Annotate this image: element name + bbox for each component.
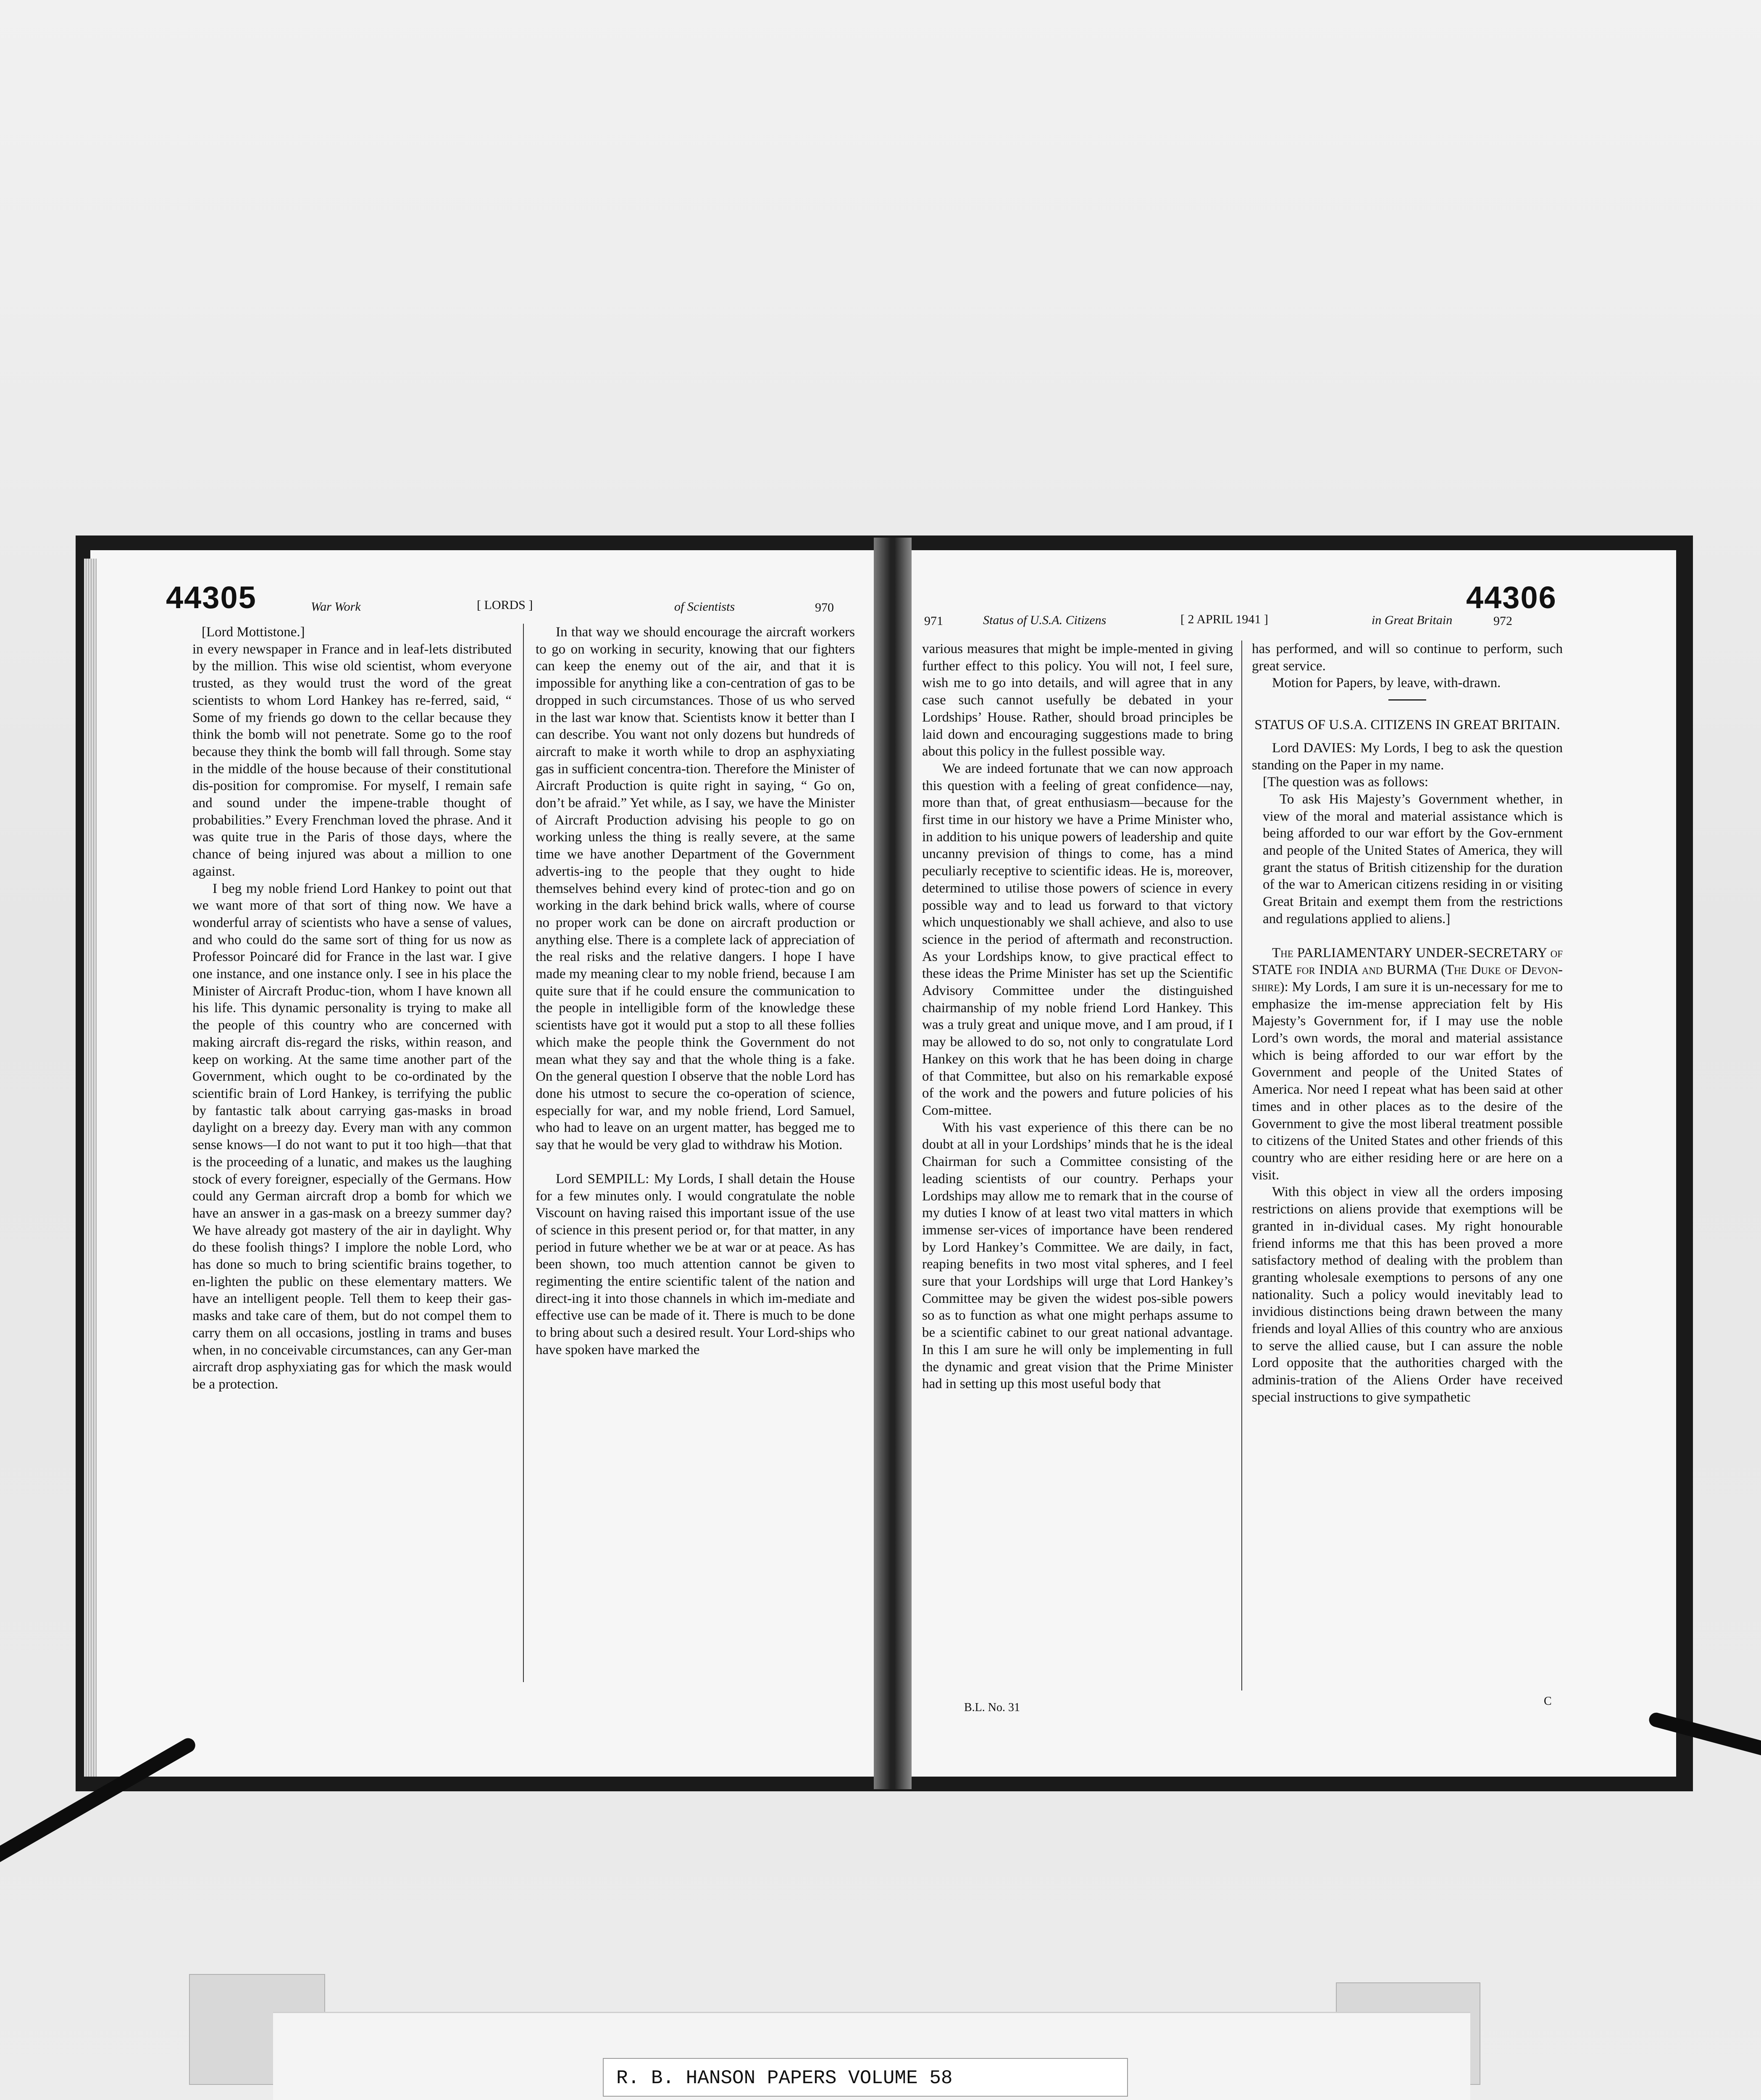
paragraph: With this object in view all the orders imposing restrictions on aliens provide that exemptions will be granted in in-dividual cases. My right honourable friend informs me that this has been proved a more satisfactory method of dealing with the problem than granting wholesale exemptions to persons of any one nationality. Such a policy would inevitably lead to invidious distinctions being drawn between the many friends and loyal Allies of this country who are anxious to serve the allied cause, but I can assure the noble Lord opposite that the authorities charged with the adminis-tration of the Aliens Order have received special instructions to give sympathetic xyxy=(1252,1184,1563,1405)
column-divider xyxy=(523,624,524,1682)
right-column-number-right: 972 xyxy=(1493,614,1512,628)
footer-gathering-mark: C xyxy=(1544,1695,1552,1708)
paragraph: various measures that might be imple-mented in giving further effect to this policy. You will not, I feel sure, wish me to go into details, and will agree that in any case such cannot usefully be debated in your Lordships’ House. Rather, should broad principles be laid down and encouraging suggestions made to bring about this policy in the fullest possible way. xyxy=(922,641,1233,759)
left-column-1 xyxy=(192,624,512,1393)
left-column-number: 970 xyxy=(815,601,834,614)
left-running-head-right: of Scientists xyxy=(674,600,735,614)
paragraph: I beg my noble friend Lord Hankey to point out that we want more of that sort of thing now. We have a wonderful array of scientists who have a sense of values, and who could do the same sort of thing for us now as Professor Poincaré did for France in the last war. I give one instance, and one instance only. I see in his place the Minister of Aircraft Produc-tion, whom I have known all his life. This dynamic personality is trying to make all the people of this country who are concerned with making aircraft dis-regard the risks, within reason, and keep on working. At the same time another part of the Government, which ought to be co-ordinated by the scientific brain of Lord Hankey, is terrifying the public by fantastic talk about carrying gas-masks in broad daylight on a breezy day. Every man with any common sense knows—I do not want to put it too high—that that is the proceeding of a lunatic, and makes us the laughing stock of every foreigner, especially of the Germans. How could any German aircraft drop a bomb for which we have an answer in a gas-mask on a breezy summer day? We have already got mastery of the air in daylight. Why do these foolish things? I implore the noble Lord, who has done so much to bring scientific brains together, to en-lighten the public on these elementary matters. We have an intelligent people. Tell them to keep their gas-masks and take care of them, but do not compel them to carry them on all occasions, jostling in trams and buses when, in no conceivable circumstances, can any Ger-man aircraft drop asphyxiating gas for which the mask would be a protection. xyxy=(192,881,512,1392)
right-column-2 xyxy=(1252,640,1563,1406)
question-text: To ask His Majesty’s Government whether, in view of the moral and material assistance which is being afforded to our war effort by the Gov-ernment and people of the United States of America, they will grant the status of British citizenship for the duration of the war to American citizens residing in or visiting Great Britain and exempt them from the restrictions and regulations applied to aliens.] xyxy=(1263,791,1563,927)
question-intro: [The question was as follows: xyxy=(1263,774,1429,790)
left-running-head-center: [ LORDS ] xyxy=(477,598,533,612)
section-heading: STATUS OF U.S.A. CITIZENS IN GREAT BRITAIN. xyxy=(1254,717,1560,733)
paragraph: in every newspaper in France and in leaf-lets distributed by the million. This wise old scientist, whom everyone trusted, as they would trust the word of the great scientists to whom Lord Hankey has re-ferred, said, “ Some of my friends go down to the cellar because they think the bomb will not penetrate. Some go to the roof because they think the bomb will fall through. Some stay in the middle of the house because of their constitutional dis-position for compromise. For myself, I remain safe and sound under the impene-trable thought of probabilities.” Every Frenchman loved the phrase. And it was quite true in the Paris of those days, where the chance of being injured was about a million to one against. xyxy=(192,641,512,879)
left-running-head-left: War Work xyxy=(311,600,361,614)
left-page xyxy=(90,550,884,1777)
right-running-head-right: in Great Britain xyxy=(1372,613,1453,627)
section-rule xyxy=(1388,699,1426,701)
speaker-attribution: [Lord Mottistone.] xyxy=(202,625,305,640)
right-page-number-stamp: 44306 xyxy=(1466,580,1557,615)
column-divider xyxy=(1241,640,1242,1690)
right-page xyxy=(903,550,1676,1777)
paragraph: In that way we should encourage the aircraft workers to go on working in security, knowing that our fighters can keep the enemy out of the air, and that it is impossible for anything like a con-centration of gas to be dropped in such circumstances. Those of us who served in the last war know that. Scientists know it better than I can describe. You want not only dozens but hundreds of aircraft to make it worth while to drop an asphyxiating gas in sufficient concentra-tion. Therefore the Minister of Aircraft Production is quite right in saying, “ Go on, don’t be afraid.” Yet while, as I say, we have the Minister of Aircraft Production advising his people to go on working unless the thing is really severe, at the same time we have another Department of the Government advertis-ing to the people that they ought to hide themselves behind every kind of protec-tion and go on working in the dark behind brick walls, where of course no proper work can be done on aircraft production or anything else. There is a complete lack of appreciation of the real risks and the relative dangers. I hope I have made my meaning clear to my noble friend, because I am quite sure that if he could ensure the communication to the people in intelligible form of the knowledge these scientists have got it would put a stop to all these follies which make the people think the Government do not mean what they say and that the whole thing is a fake. On the general question I observe that the noble Lord has done his utmost to secure the co-operation of science, especially for war, and my noble friend, Lord Samuel, who had to leave on an urgent matter, has begged me to say that he would be very glad to withdraw his Motion. xyxy=(536,625,855,1153)
right-column-1 xyxy=(922,640,1233,1393)
speaker-label: The PARLIAMENTARY UNDER-SECRETARY of STATE for INDIA and BURMA (The Duke of Devon-shire): xyxy=(1252,945,1563,995)
paragraph: Lord SEMPILL: My Lords, I shall detain the House for a few minutes only. I would congratulate the noble Viscount on having raised this important issue of the use of science in this present period or, for that matter, in any period in future whether we be at war or at peace. As has been shown, too much attention cannot be given to regimenting the entire scientific talent of the nation and direct-ing it into those channels in which im-mediate and effective use can be made of it. There is much to be done to bring about such a desired result. Your Lord-ships who have spoken have marked the xyxy=(536,1171,855,1357)
right-column-number-left: 971 xyxy=(924,614,943,628)
book-gutter xyxy=(874,538,912,1789)
footer-signature: B.L. No. 31 xyxy=(964,1701,1020,1714)
left-page-number-stamp: 44305 xyxy=(166,580,257,615)
right-running-head-center: [ 2 APRIL 1941 ] xyxy=(1180,612,1268,626)
paragraph: Motion for Papers, by leave, with-drawn. xyxy=(1272,675,1501,691)
collection-label: R. B. HANSON PAPERS VOLUME 58 xyxy=(603,2058,1128,2097)
paragraph: has performed, and will so continue to perform, such great service. xyxy=(1252,641,1563,674)
paragraph: We are indeed fortunate that we can now approach this question with a feeling of great confidence—nay, more than that, of great enthusiasm—because for the first time in our history we have a Prime Minister who, in addition to his unique powers of leadership and quite uncanny prevision of things to come, has a mind peculiarly receptive to scientific ideas. He is, moreover, determined to utilise those powers of science in every possible way and to lead us forward to that victory which unquestionably we shall achieve, and also to use science in the period of aftermath and reconstruction. As your Lordships know, to give practical effect to these ideas the Prime Minister has set up the Scientific Advisory Committee under the distinguished chairmanship of my noble friend Lord Hankey. This was a truly great and unique move, and I am proud, if I may be allowed to do so, not only to congratulate Lord Hankey on this work that he has been doing in charge of that Committee, but also on his remarkable exposé of the work and the powers and future policies of his Com-mittee. xyxy=(922,761,1233,1118)
question-block xyxy=(1252,774,1563,927)
speaker-text: My Lords, I am sure it is un-necessary for me to emphasize the im-mense appreciation felt by His Majesty’s Government for, if I may use the noble Lord’s own words, the moral and material assistance which is being afforded to our war effort by the Government and people of the United States of America. Nor need I repeat what has been said at other times and in other places as to the desire of the Government to give the most liberal treatment possible to citizens of the United States and other friends of this country who are either residing here or are here on a visit. xyxy=(1252,979,1563,1183)
page-edges xyxy=(84,559,97,1777)
paragraph: With his vast experience of this there can be no doubt at all in your Lordships’ minds that he is the ideal Chairman for such a Committee consisting of the leading scientists of our country. Perhaps your Lordships may allow me to remark that in the course of my duties I know of at least two vital matters in which immense ser-vices of importance have been rendered by Lord Hankey’s Committee. We are daily, in fact, reaping benefits in two most vital spheres, and I feel sure that your Lordships will urge that Lord Hankey’s Committee may be given the widest pos-sible powers so as to function as what one might perhaps assume to be a scientific cabinet to our great national advantage. In this I am sure he will only be implementing in full the dynamic and great vision that the Prime Minister had in setting up this most useful body that xyxy=(922,1120,1233,1392)
left-column-2 xyxy=(536,624,855,1359)
paragraph: Lord DAVIES: My Lords, I beg to ask the question standing on the Paper in my name. xyxy=(1252,740,1563,773)
paragraph xyxy=(1252,945,1563,1184)
right-running-head-left: Status of U.S.A. Citizens xyxy=(983,613,1107,627)
